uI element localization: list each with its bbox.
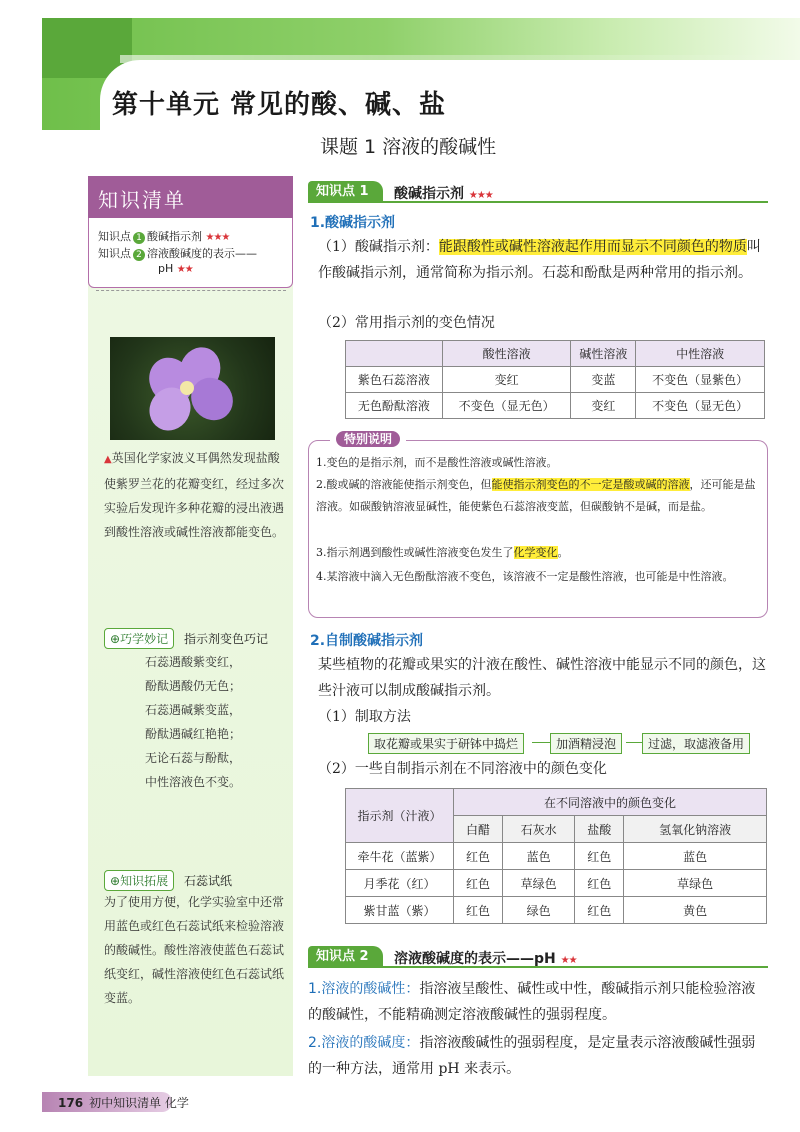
note-icon: ⊕ [110, 874, 121, 888]
flow-step-3: 过滤，取滤液备用 [642, 733, 750, 754]
photo-caption: ▲英国化学家波义耳偶然发现盐酸使紫罗兰花的花瓣变红，经过多次实验后发现许多种花瓣的浸出液遇到酸性溶液或碱性溶液都能变色。 [104, 451, 285, 539]
section-1-para-1: （1）酸碱指示剂：能跟酸性或碱性溶液起作用而显示不同颜色的物质叫作酸碱指示剂，通常简称为指示剂。石蕊和酚酞是两种常用的指示剂。 [318, 239, 761, 281]
table-row: 牵牛花（蓝紫） 红色 蓝色 红色 蓝色 [346, 843, 767, 870]
violet-flower-photo [110, 337, 275, 440]
knowledge-list-header [88, 176, 293, 218]
knowledge-list-title: 知识清单 [98, 188, 186, 212]
note-icon: ⊕ [110, 632, 121, 646]
table-row: 无色酚酞溶液 不变色（显无色） 变红 不变色（显无色） [346, 393, 765, 419]
stars-icon: ★★★ [205, 232, 230, 243]
knowledge-list-item-2-cont: pH ★★ [158, 262, 193, 275]
stars-icon: ★★ [176, 264, 193, 275]
knowledge-point-1-label: 知识点 1 [308, 181, 383, 203]
extend-tag: ⊕知识拓展 [104, 870, 174, 891]
extend-text: 为了使用方便，化学实验室中还常用蓝色或红色石蕊试纸来检验溶液的酸碱性。酸性溶液使蓝色石蕊试纸变红，碱性溶液使红色石蕊试纸变蓝。 [104, 895, 285, 1005]
section-2-para-2: （1）制取方法 [318, 709, 411, 725]
table-row: 月季花（红） 红色 草绿色 红色 草绿色 [346, 870, 767, 897]
flow-step-1: 取花瓣或果实于研钵中捣烂 [368, 733, 524, 754]
memory-tag: ⊕巧学妙记 [104, 628, 174, 649]
section-3-para-1: 1.溶液的酸碱性：指溶液呈酸性、碱性或中性，酸碱指示剂只能检验溶液的酸碱性，不能精确测定溶液酸碱性的强弱程度。 [308, 981, 756, 1023]
page-number: 176 [58, 1096, 84, 1110]
section-3-para-2: 2.溶液的酸碱度：指溶液酸碱性的强弱程度，是定量表示溶液酸碱性强弱的一种方法，通常用 pH 来表示。 [308, 1035, 756, 1077]
section-2-para-3: （2）一些自制指示剂在不同溶液中的颜色变化 [318, 761, 607, 777]
homemade-indicator-table: 指示剂（汁液） 在不同溶液中的颜色变化 白醋 石灰水 盐酸 氢氧化钠溶液 牵牛花（蓝紫） 红色 蓝色 红色 蓝色 月季花（红） 红色 草绿色 红色 草绿色 紫甘蓝（紫） 红色 绿色 红色 黄色 [345, 788, 767, 924]
knowledge-point-2-title: 溶液酸碱度的表示——pH ★★ [394, 951, 577, 967]
section-2-heading: 2.自制酸碱指示剂 [310, 633, 424, 649]
flow-step-2: 加酒精浸泡 [550, 733, 622, 754]
special-note-tag: 特别说明 [330, 430, 406, 447]
table-row: 紫甘蓝（紫） 红色 绿色 红色 黄色 [346, 897, 767, 924]
section-1-para-2: （2）常用指示剂的变色情况 [318, 315, 495, 331]
header-stripe [120, 55, 800, 63]
memory-title: 指示剂变色巧记 [184, 632, 269, 646]
note-3: 3.指示剂遇到酸性或碱性溶液变色发生了化学变化。 [316, 546, 569, 559]
flow-arrow [532, 742, 550, 743]
stars-icon: ★★ [560, 955, 577, 966]
lesson-title: 课题 1 溶液的酸碱性 [320, 136, 497, 158]
unit-title: 第十单元 常见的酸、碱、盐 [112, 90, 447, 120]
extend-title: 石蕊试纸 [184, 874, 233, 888]
knowledge-list-item-1[interactable]: 知识点 1 酸碱指示剂 ★★★ [98, 230, 230, 243]
footer [58, 1094, 189, 1111]
section-1-heading: 1.酸碱指示剂 [310, 215, 396, 231]
memory-poem: 石蕊遇酸紫变红， 酚酞遇酸仍无色； 石蕊遇碱紫变蓝， 酚酞遇碱红艳艳； 无论石蕊与酚酞， 中性溶液色不变。 [145, 655, 242, 789]
note-1: 1.变色的是指示剂，而不是酸性溶液或碱性溶液。 [316, 456, 558, 469]
section-2-para-1: 某些植物的花瓣或果实的汁液在酸性、碱性溶液中能显示不同的颜色，这些汁液可以制成酸碱指示剂。 [318, 657, 766, 699]
stars-icon: ★★★ [468, 190, 493, 201]
book-title: 初中知识清单 化学 [89, 1096, 189, 1110]
knowledge-list-item-2[interactable]: 知识点 2 溶液酸碱度的表示—— [98, 247, 257, 260]
table-row: 紫色石蕊溶液 变红 变蓝 不变色（显紫色） [346, 367, 765, 393]
note-4: 4.某溶液中滴入无色酚酞溶液不变色，该溶液不一定是酸性溶液，也可能是中性溶液。 [316, 570, 734, 583]
indicator-table: 酸性溶液 碱性溶液 中性溶液 紫色石蕊溶液 变红 变蓝 不变色（显紫色） 无色酚酞溶液 不变色（显无色） 变红 不变色（显无色） [345, 340, 765, 419]
knowledge-point-2-bar [308, 946, 768, 968]
knowledge-point-2-label: 知识点 2 [308, 946, 383, 968]
triangle-icon: ▲ [104, 454, 112, 465]
knowledge-point-1-title: 酸碱指示剂 ★★★ [394, 186, 493, 202]
divider [96, 290, 286, 291]
flow-arrow [626, 742, 642, 743]
note-2: 2.酸或碱的溶液能使指示剂变色，但能使指示剂变色的不一定是酸或碱的溶液，还可能是盐溶液。如碳酸钠溶液显碱性，能使紫色石蕊溶液变蓝，但碳酸钠不是碱，而是盐。 [316, 478, 756, 513]
knowledge-point-1-bar [308, 181, 768, 203]
